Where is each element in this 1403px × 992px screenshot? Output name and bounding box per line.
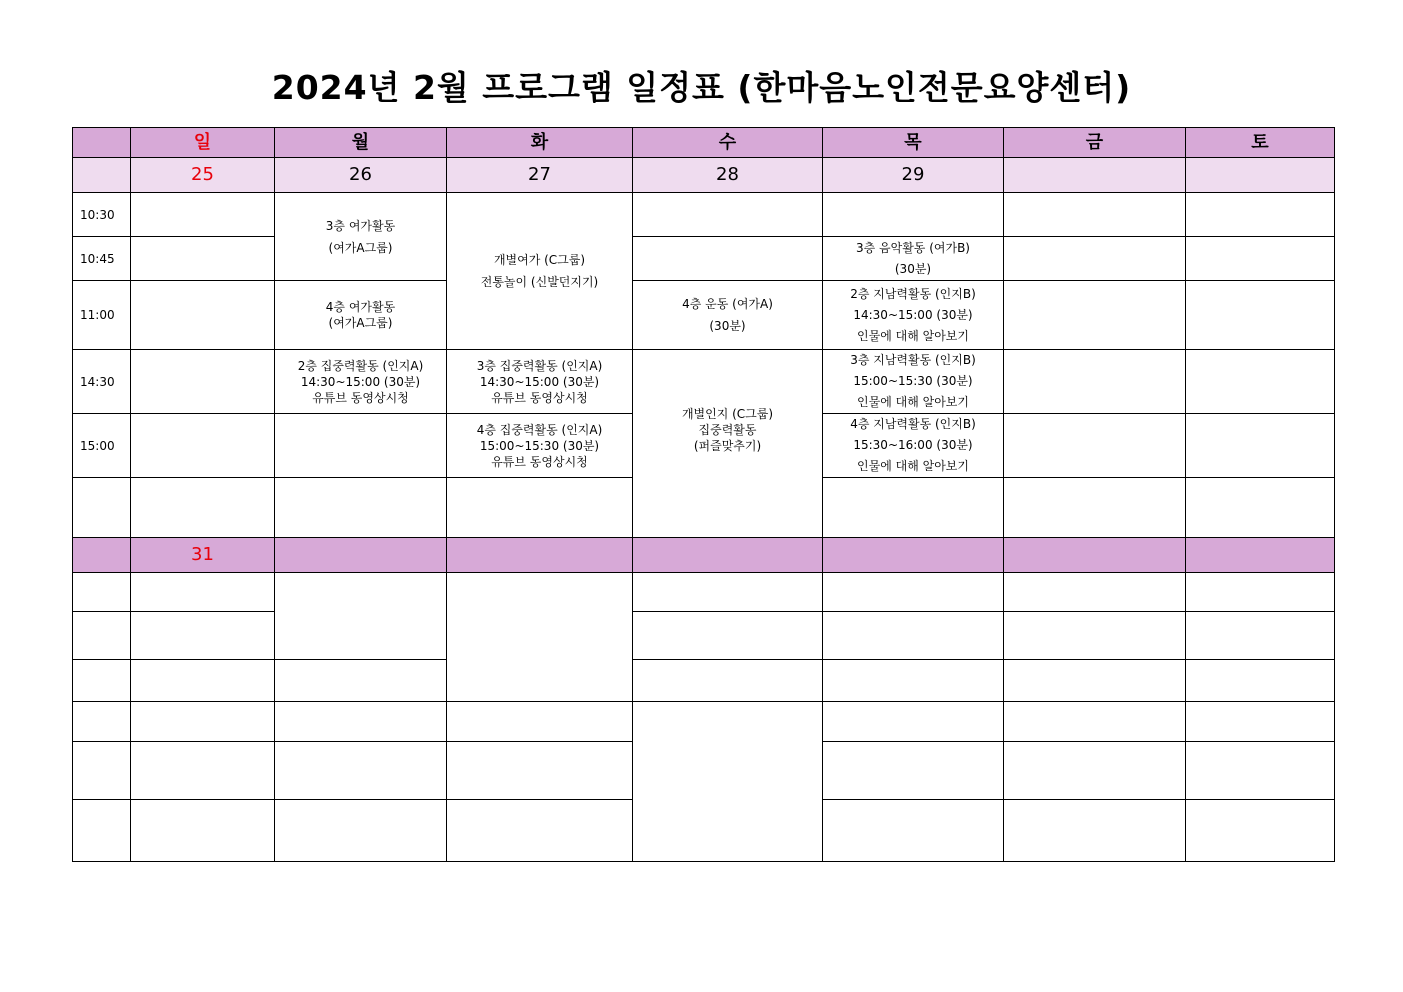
cell xyxy=(823,193,1004,237)
cell xyxy=(823,478,1004,538)
cell xyxy=(131,660,275,702)
date-corner xyxy=(73,538,131,573)
cell xyxy=(1186,742,1335,800)
cell xyxy=(1004,573,1186,612)
day-sunday: 일 xyxy=(131,128,275,158)
time-label: 10:30 xyxy=(73,193,131,237)
cell xyxy=(73,800,131,862)
day-header-row xyxy=(73,128,1335,158)
corner-cell xyxy=(73,128,131,158)
cell xyxy=(447,573,633,702)
date-sun: 25 xyxy=(131,158,275,193)
cell xyxy=(633,660,823,702)
cell xyxy=(823,742,1004,800)
time-row-1030 xyxy=(73,193,1335,237)
day-friday: 금 xyxy=(1004,128,1186,158)
time-row-1045 xyxy=(73,237,1335,281)
date-mon: 26 xyxy=(275,158,447,193)
time-label: 14:30 xyxy=(73,350,131,414)
week2-row xyxy=(73,702,1335,742)
cell xyxy=(633,237,823,281)
cell xyxy=(1004,660,1186,702)
cell xyxy=(1186,478,1335,538)
cell xyxy=(275,742,447,800)
cell xyxy=(131,612,275,660)
cell xyxy=(1004,414,1186,478)
day-thursday: 목 xyxy=(823,128,1004,158)
day-wednesday: 수 xyxy=(633,128,823,158)
cell xyxy=(131,350,275,414)
cell xyxy=(1186,193,1335,237)
week2-row xyxy=(73,573,1335,612)
day-tuesday: 화 xyxy=(447,128,633,158)
cell xyxy=(73,742,131,800)
cell xyxy=(131,742,275,800)
cell xyxy=(1186,237,1335,281)
date-corner xyxy=(73,158,131,193)
cell xyxy=(275,800,447,862)
date-wed: 28 xyxy=(633,158,823,193)
cell xyxy=(447,538,633,573)
cell xyxy=(1004,237,1186,281)
cell xyxy=(131,414,275,478)
event-thu-1500: 4층 지남력활동 (인지B) 15:30~16:00 (30분) 인물에 대해 알아보기 xyxy=(823,414,1004,478)
event-thu-1100: 2층 지남력활동 (인지B) 14:30~15:00 (30분) 인물에 대해 알아보기 xyxy=(823,281,1004,350)
week2-row xyxy=(73,612,1335,660)
event-mon-pm1: 2층 집중력활동 (인지A) 14:30~15:00 (30분) 유튜브 동영상시청 xyxy=(275,350,447,414)
cell xyxy=(823,612,1004,660)
event-tue-pm1: 3층 집중력활동 (인지A) 14:30~15:00 (30분) 유튜브 동영상시청 xyxy=(447,350,633,414)
day-monday: 월 xyxy=(275,128,447,158)
week1-date-row xyxy=(73,158,1335,193)
cell xyxy=(131,800,275,862)
cell xyxy=(131,237,275,281)
cell xyxy=(447,702,633,742)
cell xyxy=(73,660,131,702)
week2-date-row xyxy=(73,538,1335,573)
cell xyxy=(1004,193,1186,237)
event-mon-am1: 3층 여가활동 (여가A그룹) xyxy=(275,193,447,281)
cell xyxy=(73,478,131,538)
cell xyxy=(823,800,1004,862)
time-label: 15:00 xyxy=(73,414,131,478)
cell xyxy=(823,538,1004,573)
cell xyxy=(131,281,275,350)
cell xyxy=(1004,281,1186,350)
cell xyxy=(275,660,447,702)
cell xyxy=(1186,414,1335,478)
cell xyxy=(1186,573,1335,612)
event-thu-1045: 3층 음악활동 (여가B) (30분) xyxy=(823,237,1004,281)
cell xyxy=(447,742,633,800)
cell xyxy=(275,414,447,478)
cell xyxy=(275,478,447,538)
date-fri xyxy=(1004,158,1186,193)
cell xyxy=(1004,612,1186,660)
cell xyxy=(1004,800,1186,862)
cell xyxy=(1186,702,1335,742)
time-label: 11:00 xyxy=(73,281,131,350)
cell xyxy=(633,193,823,237)
cell xyxy=(1186,350,1335,414)
schedule-table xyxy=(72,127,1335,862)
day-saturday: 토 xyxy=(1186,128,1335,158)
time-row-1430 xyxy=(73,350,1335,414)
cell xyxy=(73,702,131,742)
cell xyxy=(823,660,1004,702)
cell xyxy=(1004,702,1186,742)
cell xyxy=(1186,800,1335,862)
cell xyxy=(73,612,131,660)
cell xyxy=(633,612,823,660)
cell xyxy=(447,800,633,862)
cell xyxy=(633,573,823,612)
event-mon-am2: 4층 여가활동 (여가A그룹) xyxy=(275,281,447,350)
date-sat xyxy=(1186,158,1335,193)
cell xyxy=(633,702,823,862)
cell xyxy=(1004,478,1186,538)
event-thu-1430: 3층 지남력활동 (인지B) 15:00~15:30 (30분) 인물에 대해 알아보기 xyxy=(823,350,1004,414)
event-tue-pm2: 4층 집중력활동 (인지A) 15:00~15:30 (30분) 유튜브 동영상시청 xyxy=(447,414,633,478)
cell xyxy=(131,193,275,237)
cell xyxy=(131,702,275,742)
time-label: 10:45 xyxy=(73,237,131,281)
event-tue-am: 개별여가 (C그룹) 전통놀이 (신발던지기) xyxy=(447,193,633,350)
cell xyxy=(1186,538,1335,573)
cell xyxy=(1186,660,1335,702)
cell xyxy=(823,573,1004,612)
cell xyxy=(1186,281,1335,350)
date-tue: 27 xyxy=(447,158,633,193)
cell xyxy=(1004,350,1186,414)
cell xyxy=(823,702,1004,742)
event-wed-am: 4층 운동 (여가A) (30분) xyxy=(633,281,823,350)
cell xyxy=(275,702,447,742)
cell xyxy=(447,478,633,538)
cell xyxy=(131,478,275,538)
week2-row xyxy=(73,660,1335,702)
cell xyxy=(73,573,131,612)
cell xyxy=(1004,538,1186,573)
cell xyxy=(131,573,275,612)
date-sun: 31 xyxy=(131,538,275,573)
time-row-1100 xyxy=(73,281,1335,350)
cell xyxy=(1004,742,1186,800)
cell xyxy=(1186,612,1335,660)
cell xyxy=(633,538,823,573)
date-thu: 29 xyxy=(823,158,1004,193)
page-title: 2024년 2월 프로그램 일정표 (한마음노인전문요양센터) xyxy=(271,68,1132,107)
event-wed-pm: 개별인지 (C그룹) 집중력활동 (퍼즐맞추기) xyxy=(633,350,823,538)
cell xyxy=(275,538,447,573)
cell xyxy=(275,573,447,660)
